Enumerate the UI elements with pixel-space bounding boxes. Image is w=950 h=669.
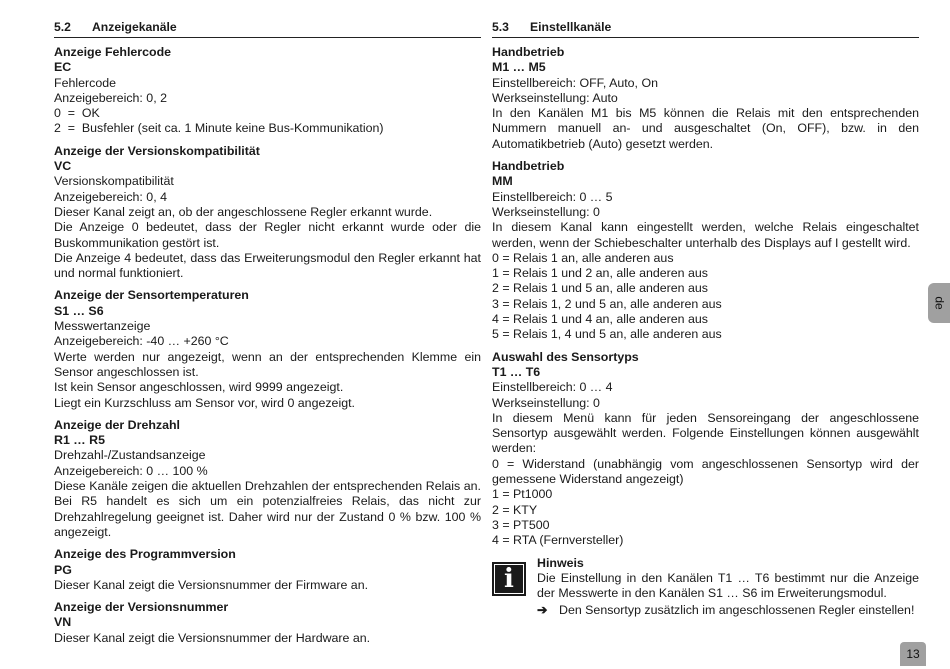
hint-box [492, 556, 919, 619]
text-line: Dieser Kanal zeigt an, ob der angeschlossene Regler erkannt wurde. [54, 204, 433, 219]
text-line: 2 = KTY [492, 502, 538, 517]
text-line: Drehzahl-/Zustandsanzeige [54, 448, 206, 463]
text-line: Fehlercode [54, 75, 116, 90]
text-line: Die Anzeige 0 bedeutet, dass der Regler nicht erkannt wurde oder die Buskommunikation gestört ist. [54, 220, 481, 250]
text-line: 4 = Relais 1 und 4 an, alle anderen aus [492, 312, 708, 327]
hint-action [537, 603, 919, 618]
text-line: Werte werden nur angezeigt, wenn an der entsprechenden Klemme ein Sensor angeschlossen ist. [54, 349, 481, 379]
text-line: 0 = Relais 1 an, alle anderen aus [492, 250, 674, 265]
text-line: Einstellbereich: 0 … 5 [492, 189, 613, 204]
text-line: 5 = Relais 1, 4 und 5 an, alle anderen aus [492, 327, 722, 342]
block-drehzahl [54, 418, 481, 540]
block-sensortemperaturen [54, 288, 481, 410]
section-title: Einstellkanäle [530, 20, 612, 34]
text-line: Werkseinstellung: 0 [492, 204, 600, 219]
left-column [54, 20, 481, 653]
block-code: VC [54, 159, 72, 174]
hint-title: Hinweis [537, 555, 584, 570]
text-line: Anzeigebereich: -40 … +260 °C [54, 334, 229, 349]
block-title: Anzeige des Programmversion [54, 547, 236, 562]
block-title: Anzeige Fehlercode [54, 45, 172, 59]
text-line: Einstellbereich: 0 … 4 [492, 380, 613, 395]
text-line: 1 = Relais 1 und 2 an, alle anderen aus [492, 266, 708, 281]
section-title: Anzeigekanäle [92, 20, 177, 34]
text-line: Ist kein Sensor angeschlossen, wird 9999 angezeigt. [54, 380, 344, 395]
language-tab [928, 283, 950, 323]
text-line: Die Anzeige 4 bedeutet, dass das Erweiterungsmodul den Regler erkannt hat und normal funktioniert. [54, 250, 481, 281]
text-line: Anzeigebereich: 0, 4 [54, 189, 167, 204]
text-line: Versionskompatibilität [54, 174, 174, 189]
block-title: Anzeige der Drehzahl [54, 417, 180, 432]
block-versionskompatibilitaet [54, 144, 481, 282]
text-line: Dieser Kanal zeigt die Versionsnummer der Firmware an. [54, 577, 369, 592]
text-line: 0 = Widerstand (unabhängig vom angeschlossenen Sensortyp wird der gemessene Widerstand angezeigt) [492, 456, 919, 487]
block-code: T1 … T6 [492, 364, 541, 379]
text-line: Werkseinstellung: Auto [492, 90, 618, 105]
text-line: Einstellbereich: OFF, Auto, On [492, 75, 658, 90]
block-code: VN [54, 615, 72, 630]
page-number: 13 [900, 642, 926, 666]
hint-text: Die Einstellung in den Kanälen T1 … T6 bestimmt nur die Anzeige der Messwerte in den Kanälen S1 … S6 im Erweiterungsmodul. [537, 570, 919, 601]
text-line: In diesem Menü kann für jeden Sensoreingang der angeschlossene Sensortyp ausgewählt werden. Folgende Einstellungen können ausgewählt werden: [492, 410, 919, 456]
block-title: Anzeige der Versionskompatibilität [54, 143, 260, 158]
section-number: 5.2 [54, 20, 71, 34]
text-line: Messwertanzeige [54, 319, 151, 334]
text-line: Werkseinstellung: 0 [492, 395, 600, 410]
text-line: 1 = Pt1000 [492, 487, 553, 502]
block-code: M1 … M5 [492, 60, 546, 75]
text-line: Liegt ein Kurzschluss am Sensor vor, wird 0 angezeigt. [54, 395, 355, 410]
text-line: Dieser Kanal zeigt die Versionsnummer der Hardware an. [54, 630, 371, 645]
text-line: In diesem Kanal kann eingestellt werden, welche Relais eingeschaltet werden, wenn der Schiebeschalter unterhalb des Displays auf I gestellt wird. [492, 220, 919, 250]
block-versionsnummer [54, 600, 481, 646]
arrow-right-icon: ➔ [537, 603, 548, 618]
text-line: Anzeigebereich: 0 … 100 % [54, 463, 208, 478]
text-line: In den Kanälen M1 bis M5 können die Relais mit den entsprechenden Nummern manuell an- und ausgeschaltet (On, OFF), bzw. in den Automatikbetrieb (Auto) gesetzt werden. [492, 106, 919, 151]
block-handbetrieb-m [492, 45, 919, 152]
section-heading-5-3 [492, 20, 919, 38]
section-heading-5-2 [54, 20, 481, 38]
info-icon: i [492, 562, 526, 596]
text-line: 3 = PT500 [492, 517, 550, 532]
block-title: Handbetrieb [492, 45, 565, 59]
language-tab-label: de [932, 296, 947, 310]
block-title: Auswahl des Sensortyps [492, 349, 639, 364]
right-column [492, 20, 919, 619]
block-code: PG [54, 562, 72, 577]
block-title: Anzeige der Sensortemperaturen [54, 288, 249, 303]
text-line: 2 = Relais 1 und 5 an, alle anderen aus [492, 281, 708, 296]
block-code: R1 … R5 [54, 433, 105, 448]
block-title: Anzeige der Versionsnummer [54, 600, 229, 615]
block-code: MM [492, 174, 513, 189]
block-sensortyp [492, 350, 919, 549]
text-line: 0 = OK [54, 106, 100, 121]
block-title: Handbetrieb [492, 159, 565, 174]
block-code: S1 … S6 [54, 303, 104, 318]
block-fehlercode [54, 45, 481, 137]
hint-action-text: Den Sensortyp zusätzlich im angeschlossenen Regler einstellen! [559, 603, 915, 618]
block-programmversion [54, 547, 481, 593]
text-line: 2 = Busfehler (seit ca. 1 Minute keine Bus-Kommunikation) [54, 121, 384, 136]
section-number: 5.3 [492, 20, 509, 34]
text-line: 4 = RTA (Fernversteller) [492, 533, 624, 548]
text-line: Diese Kanäle zeigen die aktuellen Drehzahlen der entsprechenden Relais an. Bei R5 handelt es sich um ein potenzialfreies Relais, das nicht zur Drehzahlregelung geeignet ist. Daher wird nur der Zustand 0 % bzw. 100 % angezeigt. [54, 479, 481, 539]
text-line: 3 = Relais 1, 2 und 5 an, alle anderen aus [492, 296, 722, 311]
block-code: EC [54, 60, 72, 75]
text-line: Anzeigebereich: 0, 2 [54, 90, 167, 105]
block-handbetrieb-mm [492, 159, 919, 343]
